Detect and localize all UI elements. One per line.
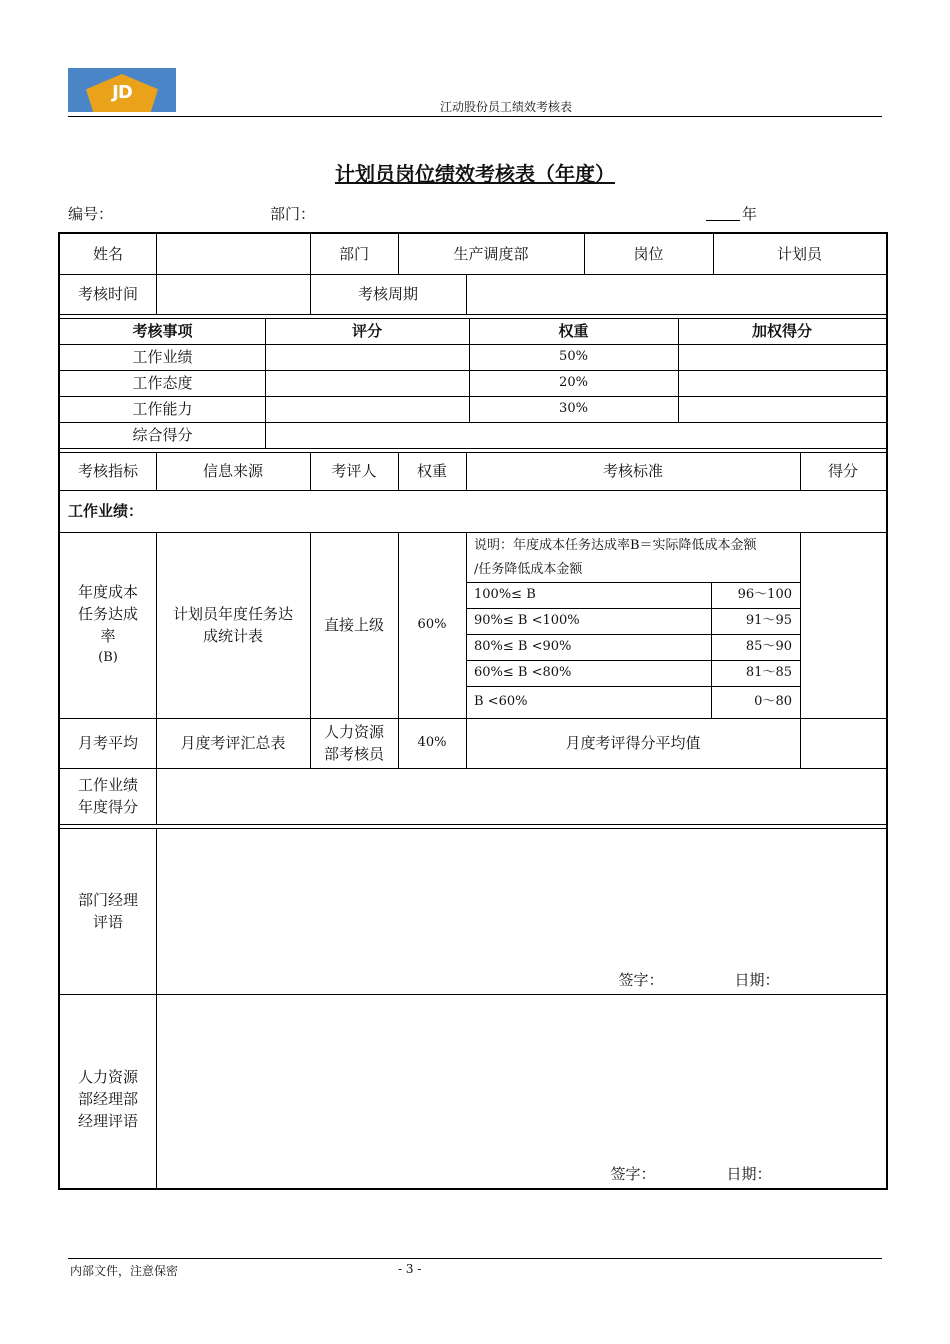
standard-score: 0～80 [754, 694, 792, 709]
header-divider [68, 116, 882, 117]
kpi2-weight: 40% [417, 735, 447, 750]
header-doc-name: 江动股份员工绩效考核表 [440, 100, 573, 114]
time-field[interactable] [156, 274, 310, 314]
kpi2-rater-line: 人力资源 [323, 723, 384, 741]
hr-comment-line: 经理评语 [77, 1112, 138, 1130]
cycle-field[interactable] [466, 274, 886, 314]
standard-score: 91～95 [745, 613, 792, 628]
kpi1-indicator-line: (B) [98, 650, 118, 665]
kpi2-score-field[interactable] [800, 718, 886, 768]
company-logo [68, 68, 176, 112]
hr-comment-line: 部经理部 [77, 1090, 138, 1108]
summary-header-weight: 权重 [558, 322, 589, 340]
kpi1-indicator-line: 任务达成 [77, 605, 138, 623]
detail-header-source: 信息来源 [202, 462, 263, 480]
kpi1-rater: 直接上级 [323, 616, 384, 634]
summary-row-item: 工作业绩 [132, 348, 193, 366]
summary-row-weight: 50% [559, 349, 588, 364]
kpi1-indicator-line: 年度成本 [77, 583, 138, 601]
summary-row-weighted-field[interactable] [678, 370, 886, 396]
standard-score: 85～90 [745, 639, 792, 654]
post-value: 计划员 [776, 245, 822, 263]
year-field [706, 203, 757, 224]
cycle-label: 考核周期 [357, 285, 418, 303]
standard-score: 96～100 [737, 587, 792, 602]
summary-row-score-field[interactable] [265, 344, 469, 370]
total-score-field[interactable] [265, 422, 886, 448]
detail-header-score: 得分 [827, 462, 858, 480]
summary-row-weight: 30% [559, 401, 588, 416]
annual-score-label [60, 768, 156, 824]
appraisal-table [58, 232, 888, 1190]
year-suffix: 年 [742, 205, 758, 223]
hr-date-label: 日期： [726, 1165, 772, 1183]
dept-label: 部门： [270, 205, 316, 223]
kpi1-indicator-line: 率 [100, 627, 116, 645]
kpi1-indicator [60, 532, 156, 718]
summary-row-weighted-field[interactable] [678, 344, 886, 370]
kpi1-source [156, 532, 310, 718]
annual-score-line: 年度得分 [77, 798, 138, 816]
kpi2-indicator: 月考平均 [77, 734, 138, 752]
hr-sign-label: 签字： [610, 1165, 656, 1183]
annual-score-line: 工作业绩 [77, 776, 138, 794]
dept-value: 生产调度部 [453, 245, 529, 263]
number-label: 编号： [68, 205, 114, 223]
detail-header-standard: 考核标准 [602, 462, 663, 480]
kpi2-rater-line: 部考核员 [323, 745, 384, 763]
total-score-label: 综合得分 [132, 426, 193, 444]
logo-mark: JD [112, 82, 132, 103]
summary-row-item: 工作能力 [132, 400, 193, 418]
manager-comment-line: 部门经理 [77, 891, 138, 909]
footer-divider [68, 1258, 882, 1259]
summary-header-item: 考核事项 [132, 322, 193, 340]
kpi2-source: 月度考评汇总表 [180, 734, 286, 752]
standard-range: B <60% [474, 694, 528, 709]
dept-info-label: 部门 [338, 245, 369, 263]
detail-header-rater: 考评人 [331, 462, 377, 480]
summary-header-weighted: 加权得分 [751, 322, 812, 340]
kpi1-note-line: /任务降低成本金额 [474, 562, 583, 577]
page-number: - 3 - [398, 1262, 422, 1276]
summary-row-score-field[interactable] [265, 370, 469, 396]
standard-range: 60%≤ B <80% [474, 665, 572, 680]
post-label: 岗位 [633, 245, 664, 263]
summary-header-score: 评分 [351, 322, 382, 340]
section-performance-label: 工作业绩： [68, 502, 144, 520]
standard-range: 90%≤ B <100% [474, 613, 580, 628]
standard-score: 81～85 [745, 665, 792, 680]
kpi1-score-field[interactable] [800, 532, 886, 718]
kpi1-weight: 60% [417, 617, 447, 632]
hr-comment-field[interactable] [156, 994, 886, 1188]
hr-comment-label [60, 994, 156, 1188]
kpi1-note-line: 说明：年度成本任务达成率B＝实际降低成本金额 [474, 538, 757, 553]
manager-sign-label: 签字： [618, 971, 664, 989]
standard-range: 100%≤ B [474, 587, 536, 602]
annual-score-field[interactable] [156, 768, 886, 824]
manager-comment-label [60, 828, 156, 994]
kpi1-source-line: 成统计表 [202, 627, 263, 645]
summary-row-score-field[interactable] [265, 396, 469, 422]
manager-comment-line: 评语 [92, 913, 123, 931]
name-field[interactable] [156, 234, 310, 274]
summary-row-item: 工作态度 [132, 374, 193, 392]
hr-comment-line: 人力资源 [77, 1068, 138, 1086]
detail-header-indicator: 考核指标 [77, 462, 138, 480]
page-title: 计划员岗位绩效考核表（年度） [335, 162, 615, 186]
footer-confidential: 内部文件，注意保密 [70, 1264, 179, 1278]
detail-header-weight: 权重 [416, 462, 447, 480]
name-label: 姓名 [92, 245, 123, 263]
kpi2-rater [310, 718, 398, 768]
manager-date-label: 日期： [734, 971, 780, 989]
kpi1-source-line: 计划员年度任务达 [172, 605, 293, 623]
standard-range: 80%≤ B <90% [474, 639, 572, 654]
summary-row-weight: 20% [559, 375, 588, 390]
summary-row-weighted-field[interactable] [678, 396, 886, 422]
kpi2-standard: 月度考评得分平均值 [565, 734, 701, 752]
time-label: 考核时间 [77, 285, 138, 303]
